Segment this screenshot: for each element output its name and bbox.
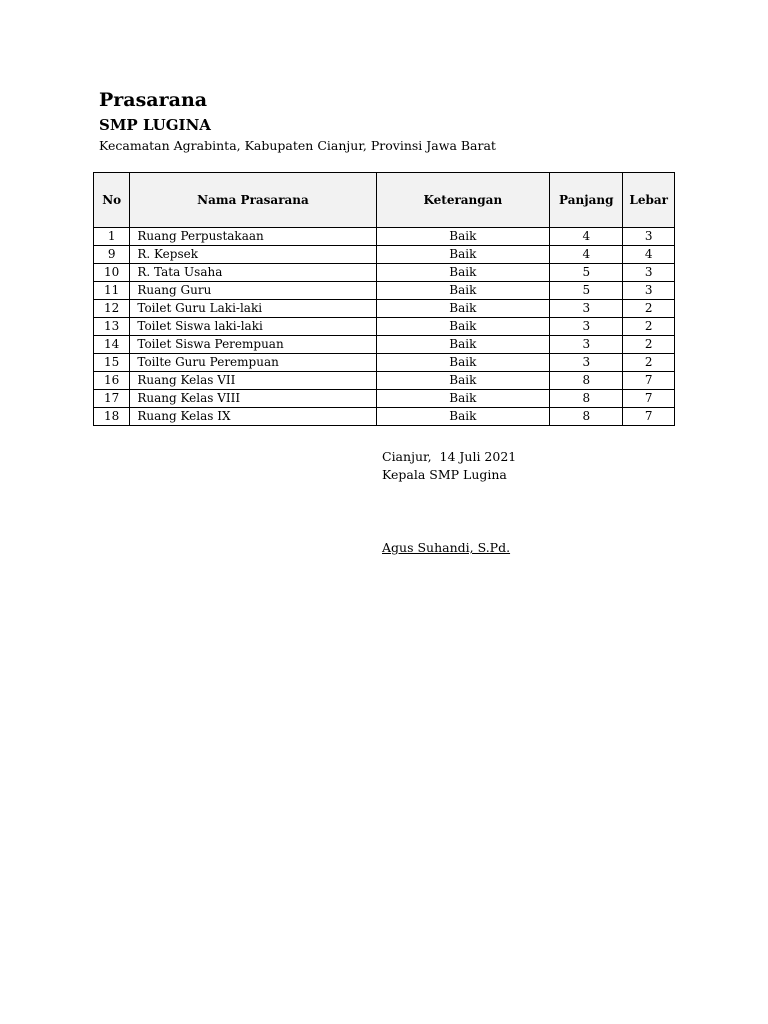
cell-lebar: 2 [623,300,675,318]
cell-keterangan: Baik [376,282,550,300]
table-header [94,173,675,228]
cell-nama: Toilet Siswa laki-laki [130,318,376,336]
cell-lebar: 7 [623,408,675,426]
header-row [94,173,675,228]
cell-panjang: 8 [550,372,623,390]
table-body [94,228,675,426]
cell-lebar: 7 [623,390,675,408]
table-row [94,246,675,264]
cell-keterangan: Baik [376,300,550,318]
cell-no: 10 [94,264,130,282]
signature-position: Kepala SMP Lugina [382,467,507,482]
cell-keterangan: Baik [376,264,550,282]
header-panjang: Panjang [550,173,623,228]
cell-nama: Ruang Perpustakaan [130,228,376,246]
cell-nama: Ruang Kelas VII [130,372,376,390]
table-row [94,228,675,246]
cell-lebar: 7 [623,372,675,390]
cell-lebar: 3 [623,228,675,246]
cell-panjang: 3 [550,354,623,372]
table-row [94,264,675,282]
cell-panjang: 4 [550,246,623,264]
header-no: No [94,173,130,228]
cell-keterangan: Baik [376,246,550,264]
cell-keterangan: Baik [376,354,550,372]
cell-nama: Toilet Siswa Perempuan [130,336,376,354]
cell-panjang: 8 [550,408,623,426]
table-row [94,390,675,408]
cell-panjang: 4 [550,228,623,246]
header-lebar: Lebar [623,173,675,228]
cell-nama: R. Kepsek [130,246,376,264]
cell-nama: Ruang Kelas VIII [130,390,376,408]
signature-block [382,448,516,484]
cell-panjang: 3 [550,300,623,318]
cell-nama: Ruang Kelas IX [130,408,376,426]
cell-no: 13 [94,318,130,336]
facilities-table [93,172,675,426]
table-row [94,336,675,354]
cell-keterangan: Baik [376,372,550,390]
cell-no: 17 [94,390,130,408]
cell-panjang: 3 [550,318,623,336]
table-row [94,372,675,390]
header-nama-prasarana: Nama Prasarana [130,173,376,228]
cell-lebar: 3 [623,282,675,300]
cell-lebar: 2 [623,318,675,336]
cell-no: 12 [94,300,130,318]
signature-name: Agus Suhandi, S.Pd. [382,540,511,555]
cell-panjang: 8 [550,390,623,408]
cell-no: 18 [94,408,130,426]
document-title: Prasarana [99,89,208,111]
cell-lebar: 4 [623,246,675,264]
school-name: SMP LUGINA [99,116,211,134]
school-address: Kecamatan Agrabinta, Kabupaten Cianjur, Provinsi Jawa Barat [99,138,496,153]
cell-nama: R. Tata Usaha [130,264,376,282]
cell-keterangan: Baik [376,408,550,426]
cell-keterangan: Baik [376,228,550,246]
cell-keterangan: Baik [376,318,550,336]
cell-no: 11 [94,282,130,300]
table-row [94,300,675,318]
cell-nama: Toilte Guru Perempuan [130,354,376,372]
cell-nama: Toilet Guru Laki-laki [130,300,376,318]
cell-keterangan: Baik [376,336,550,354]
cell-panjang: 3 [550,336,623,354]
cell-lebar: 3 [623,264,675,282]
table-row [94,282,675,300]
cell-no: 14 [94,336,130,354]
table-row [94,354,675,372]
header-keterangan: Keterangan [376,173,550,228]
cell-lebar: 2 [623,336,675,354]
cell-no: 9 [94,246,130,264]
cell-panjang: 5 [550,282,623,300]
cell-no: 1 [94,228,130,246]
cell-nama: Ruang Guru [130,282,376,300]
table-row [94,318,675,336]
cell-panjang: 5 [550,264,623,282]
cell-no: 16 [94,372,130,390]
cell-lebar: 2 [623,354,675,372]
cell-keterangan: Baik [376,390,550,408]
signature-place-date: Cianjur, 14 Juli 2021 [382,449,517,464]
table-row [94,408,675,426]
cell-no: 15 [94,354,130,372]
